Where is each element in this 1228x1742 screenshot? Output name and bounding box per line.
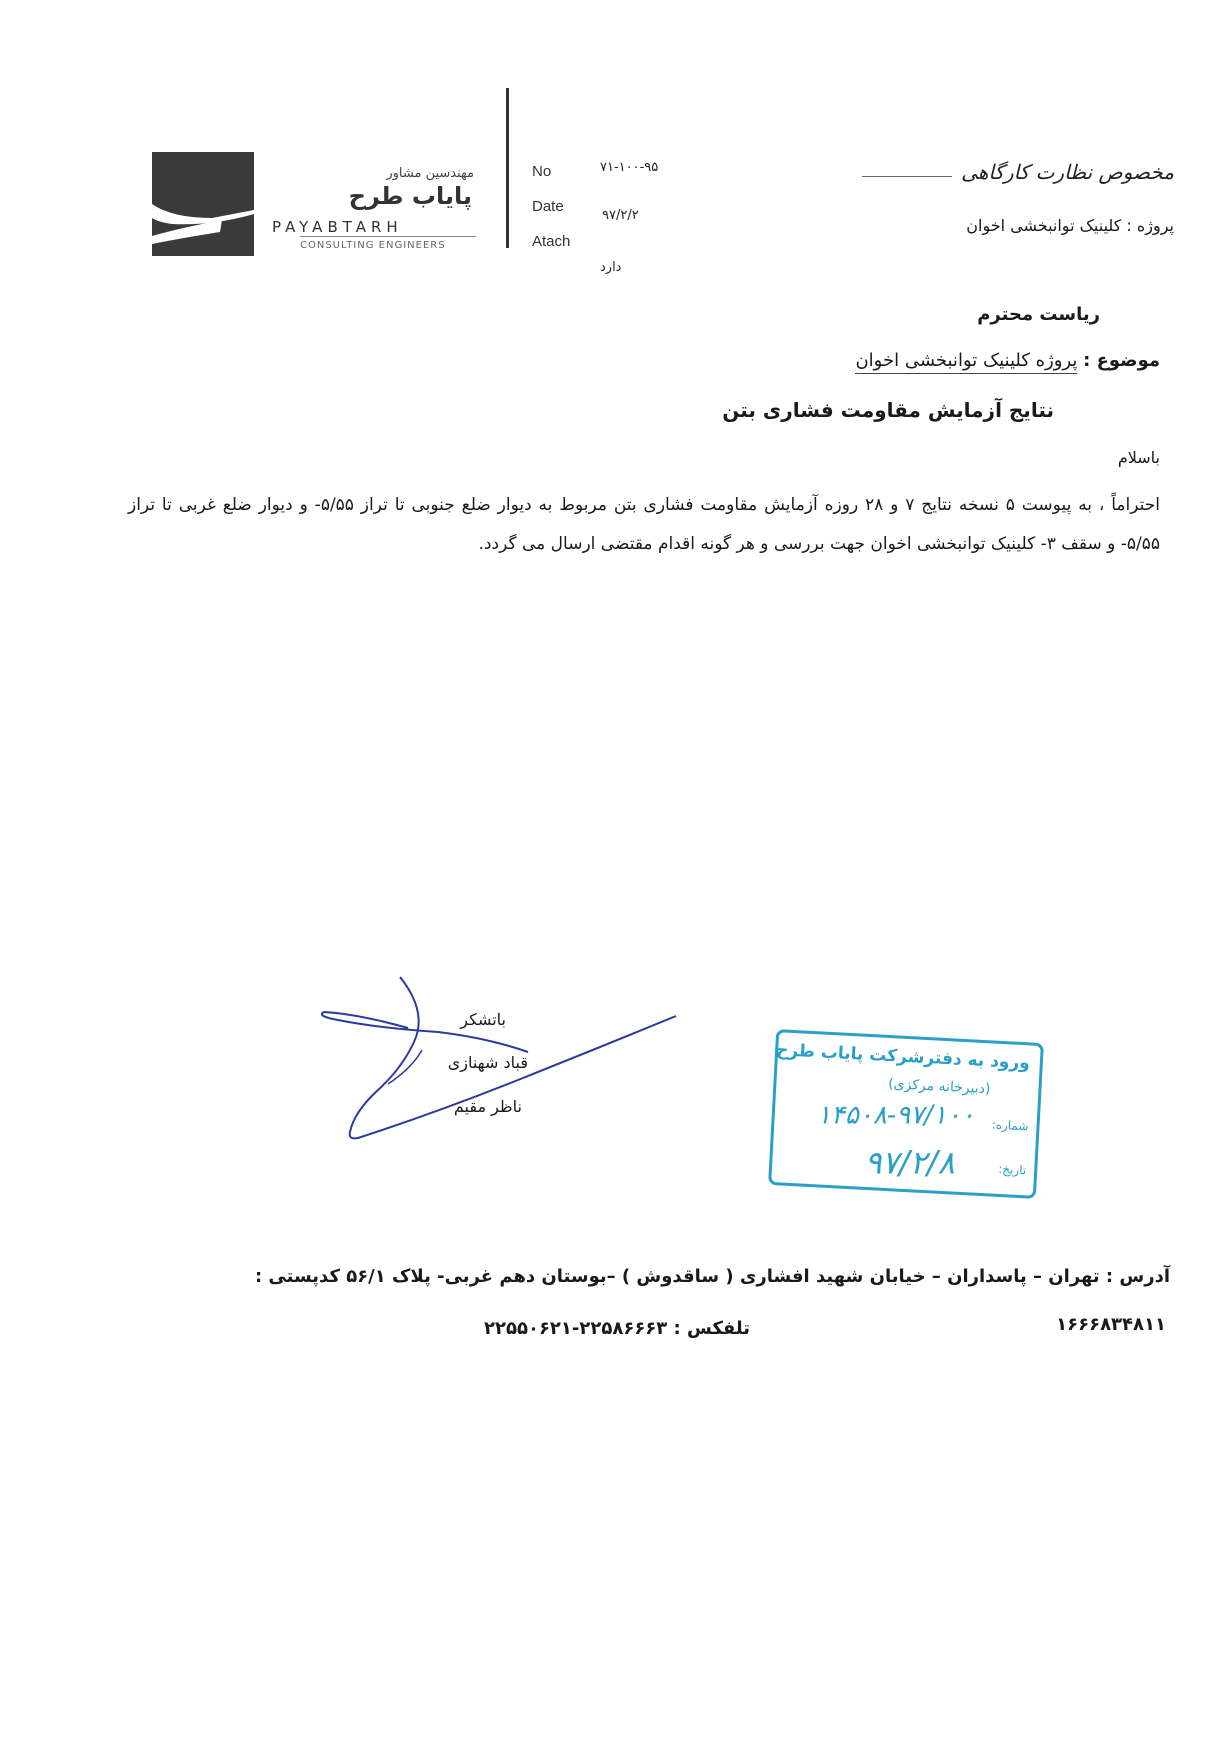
signature-role: ناظر مقیم xyxy=(453,1097,522,1116)
subject-value: پروژه کلینیک توانبخشی اخوان xyxy=(855,350,1077,374)
salutation: باسلام xyxy=(1117,448,1160,467)
header-divider xyxy=(506,88,509,248)
subject-row xyxy=(855,350,1160,371)
document-title: نتایج آزمایش مقاومت فشاری بتن xyxy=(722,398,1054,422)
no-label: No xyxy=(532,163,552,180)
logo-subtitle: CONSULTING ENGINEERS xyxy=(300,240,446,251)
project-line: پروژه : کلینیک توانبخشی اخوان xyxy=(966,216,1174,235)
stamp-title: ورود به دفترشرکت پایاب طرح xyxy=(775,1040,1031,1074)
logo-small-text: مهندسین مشاور xyxy=(386,166,474,181)
special-title: مخصوص نظارت کارگاهی xyxy=(961,160,1174,184)
body-paragraph: احتراماً ، به پیوست ۵ نسخه نتایج ۷ و ۲۸ روزه آزمایش مقاومت فشاری بتن مربوط به دیوار ضلع جنوبی تا تراز ۵/۵۵- و دیوار ضلع غربی تا تراز ۵/۵۵- و سقف ۳- کلینیک توانبخشی اخوان جهت بررسی و هر گونه اقدام مقتضی ارسال می گردد. xyxy=(128,495,1161,554)
stamp-number-label: شماره: xyxy=(991,1117,1029,1134)
greeting-title: ریاست محترم xyxy=(977,304,1100,325)
stamp-date-label: تاریخ: xyxy=(997,1161,1027,1178)
signature-scribble xyxy=(318,972,690,1142)
stamp-subtitle: (دبیرخانه مرکزی) xyxy=(887,1076,991,1098)
date-value: ۹۷/۲/۲ xyxy=(602,208,639,223)
logo-mark xyxy=(152,152,254,256)
special-title-underline xyxy=(862,176,952,177)
logo-underline xyxy=(300,236,476,237)
logo-name-fa: پایاب طرح xyxy=(348,182,472,210)
attach-label: Atach xyxy=(532,233,571,250)
attach-value: دارد xyxy=(600,260,622,275)
reception-stamp xyxy=(768,1029,1044,1199)
date-label: Date xyxy=(532,198,564,215)
footer-postal-code: ۱۶۶۶۸۳۴۸۱۱ xyxy=(1056,1314,1166,1335)
footer-phone: تلفکس : ۲۲۵۸۶۶۶۳-۲۲۵۵۰۶۲۱ xyxy=(484,1318,750,1339)
logo-name-en: PAYABTARH xyxy=(272,218,403,236)
subject-label: موضوع : xyxy=(1083,350,1160,371)
stamp-date-value: ۹۷/۲/۸ xyxy=(864,1143,955,1182)
signature-name: قباد شهنازی xyxy=(447,1053,528,1072)
no-value: ۷۱-۱۰۰-۹۵ xyxy=(600,160,659,175)
footer-address: آدرس : تهران – پاسداران – خیابان شهید افشاری ( ساقدوش ) –بوستان دهم غربی- پلاک ۵۶/۱ کدپستی : xyxy=(254,1266,1170,1287)
signature-thanks: باتشکر xyxy=(460,1010,506,1029)
stamp-number-value: ۱۴۵۰۸-۹۷/۱۰۰ xyxy=(817,1100,975,1131)
